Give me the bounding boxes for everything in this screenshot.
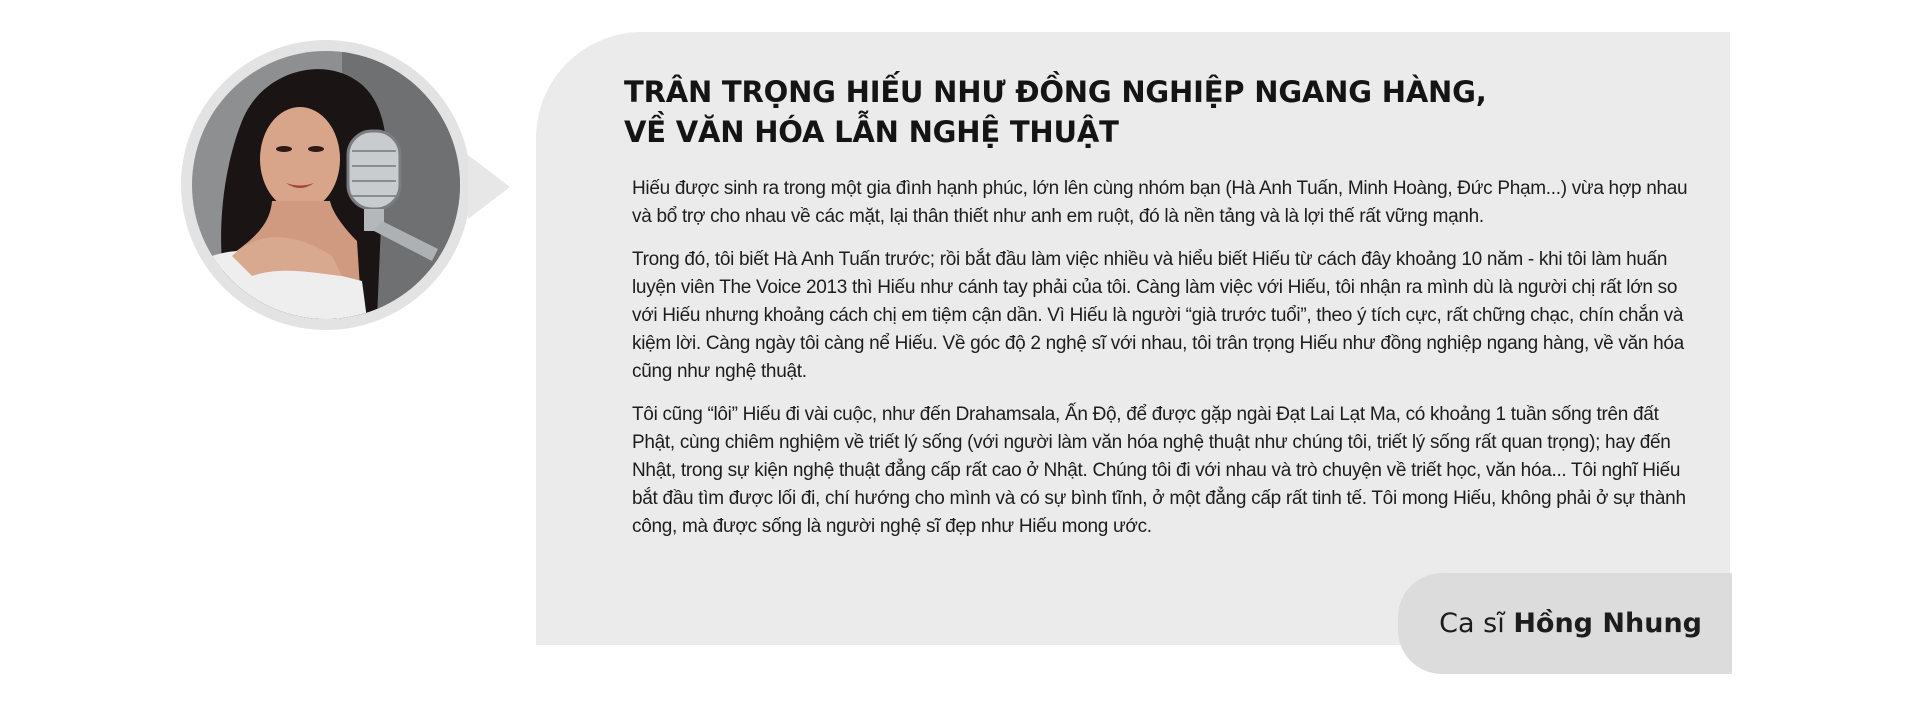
paragraph: Hiếu được sinh ra trong một gia đình hạnh phúc, lớn lên cùng nhóm bạn (Hà Anh Tuấn, Minh Hoàng, Đức Phạm...) vừa hợp nhau và bổ trợ cho nhau về các mặt, lại thân thiết như anh em ruột, đó là nền tảng và là lợi thế rất vững mạnh. bbox=[632, 178, 1688, 227]
signature-box bbox=[1398, 573, 1732, 674]
title-line-1: TRÂN TRỌNG HIẾU NHƯ ĐỒNG NGHIỆP NGANG HÀNG, bbox=[624, 75, 1487, 109]
signature-name: Hồng Nhung bbox=[1513, 608, 1702, 639]
quote-body bbox=[632, 175, 1690, 556]
singer-portrait-image bbox=[192, 51, 460, 319]
signature-text bbox=[1439, 606, 1702, 642]
paragraph: Trong đó, tôi biết Hà Anh Tuấn trước; rồi bắt đầu làm việc nhiều và hiểu biết Hiếu từ cách đây khoảng 10 năm - khi tôi làm huấn luyện viên The Voice 2013 thì Hiếu như cánh tay phải của tôi. Càng làm việc với Hiếu, tôi nhận ra mình dù là người chị rất lớn so với Hiếu nhưng khoảng cách chị em tiệm cận dần. Vì Hiếu là người “già trước tuổi”, theo ý tích cực, rất chững chạc, chín chắn và kiệm lời. Càng ngày tôi càng nể Hiếu. Về góc độ 2 nghệ sĩ với nhau, tôi trân trọng Hiếu như đồng nghiệp ngang hàng, về văn hóa cũng như nghệ thuật. bbox=[632, 249, 1684, 382]
signature-prefix: Ca sĩ bbox=[1439, 608, 1505, 639]
speech-bubble-pointer bbox=[468, 155, 510, 219]
title-line-2: VỀ VĂN HÓA LẪN NGHỆ THUẬT bbox=[624, 115, 1119, 149]
avatar bbox=[192, 51, 460, 319]
quote-title bbox=[624, 72, 1684, 152]
paragraph: Tôi cũng “lôi” Hiếu đi vài cuộc, như đến Drahamsala, Ấn Độ, để được gặp ngài Đạt Lai Lạt Ma, có khoảng 1 tuần sống trên đất Phật, cùng chiêm nghiệm về triết lý sống (với người làm văn hóa nghệ thuật như chúng tôi, triết lý sống rất quan trọng); hay đến Nhật, trong sự kiện nghệ thuật đẳng cấp rất cao ở Nhật. Chúng tôi đi với nhau và trò chuyện về triết học, văn hóa... Tôi nghĩ Hiếu bắt đầu tìm được lối đi, chí hướng cho mình và có sự bình tĩnh, ở một đẳng cấp rất tinh tế. Tôi mong Hiếu, không phải ở sự thành công, mà được sống là người nghệ sĩ đẹp như Hiếu mong ước. bbox=[632, 404, 1686, 537]
